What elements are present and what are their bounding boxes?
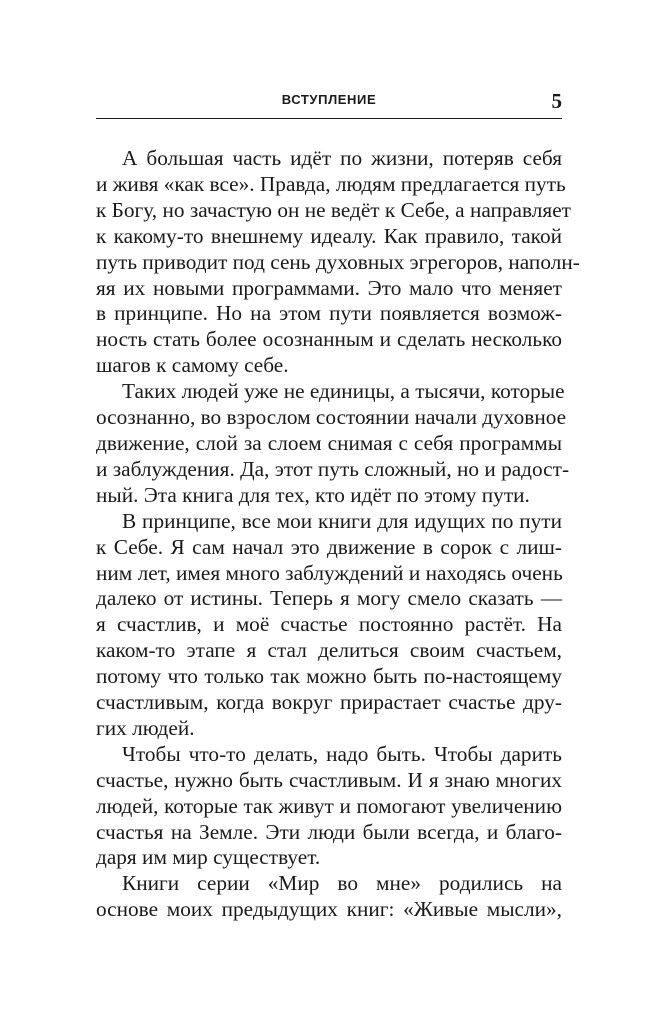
text-line: В принципе, все мои книги для идущих по пути (122, 508, 562, 533)
text-line: Чтобы что-то делать, надо быть. Чтобы дарить (122, 741, 562, 766)
text-line: людей, которые так живут и помогают увеличению (96, 793, 562, 818)
text-line: к Богу, но зачастую он не ведёт к Себе, а направляет (96, 197, 571, 222)
text-line: гих людей. (96, 715, 195, 740)
text-line: каком-то этапе я стал делиться своим счастьем, (96, 638, 562, 663)
paragraph (96, 742, 562, 872)
paragraph (96, 509, 562, 742)
paragraph (96, 871, 562, 923)
text-line: в принципе. Но на этом пути появляется возмож- (96, 301, 562, 326)
body-text (96, 146, 580, 923)
text-line: далеко от истины. Теперь я могу смело сказать — (96, 586, 562, 611)
text-line: яя их новыми программами. Это мало что меняет (96, 275, 562, 300)
text-line: я счастлив, и моё счастье постоянно растёт. На (96, 612, 562, 637)
text-line: счастливым, когда вокруг прирастает счастье дру- (96, 690, 562, 715)
text-line: Таких людей уже не единицы, а тысячи, которые (122, 379, 565, 404)
chapter-title: ВСТУПЛЕНИЕ (281, 92, 377, 107)
text-line: основе моих предыдущих книг: «Живые мысли», (96, 897, 562, 922)
text-line: счастья на Земле. Эти люди были всегда, и благо- (96, 819, 562, 844)
paragraph (96, 379, 570, 509)
text-line: к Себе. Я сам начал это движение в сорок с лиш- (96, 534, 562, 559)
text-line: ним лет, имея много заблуждений и находясь очень (96, 560, 563, 585)
text-line: к какому-то внешнему идеалу. Как правило, такой (96, 223, 562, 248)
text-line: даря им мир существует. (96, 845, 321, 870)
text-line: осознанно, во взрослом состоянии начали духовное (96, 405, 567, 430)
text-line: движение, слой за слоем снимая с себя программы (96, 430, 562, 455)
text-line: счастье, нужно быть счастливым. И я знаю многих (96, 767, 562, 792)
text-line: потому что только так можно быть по-настоящему (96, 664, 562, 689)
text-line: ность стать более осознанным и сделать несколько (96, 327, 562, 352)
text-line: Книги серии «Мир во мне» родились на (122, 871, 562, 896)
page-number: 5 (551, 89, 562, 113)
text-line: путь приводит под сень духовных эгрегоров, наполн- (96, 249, 580, 274)
text-line: ный. Эта книга для тех, кто идёт по этому пути. (96, 482, 530, 507)
text-line: шагов к самому себе. (96, 353, 289, 378)
running-header (96, 88, 562, 119)
text-line: и заблуждения. Да, этот путь сложный, но и радост- (96, 456, 570, 481)
paragraph (96, 146, 580, 379)
text-line: и живя «как все». Правда, людям предлагается путь (96, 171, 566, 196)
text-line: А большая часть идёт по жизни, потеряв себя (122, 146, 562, 170)
